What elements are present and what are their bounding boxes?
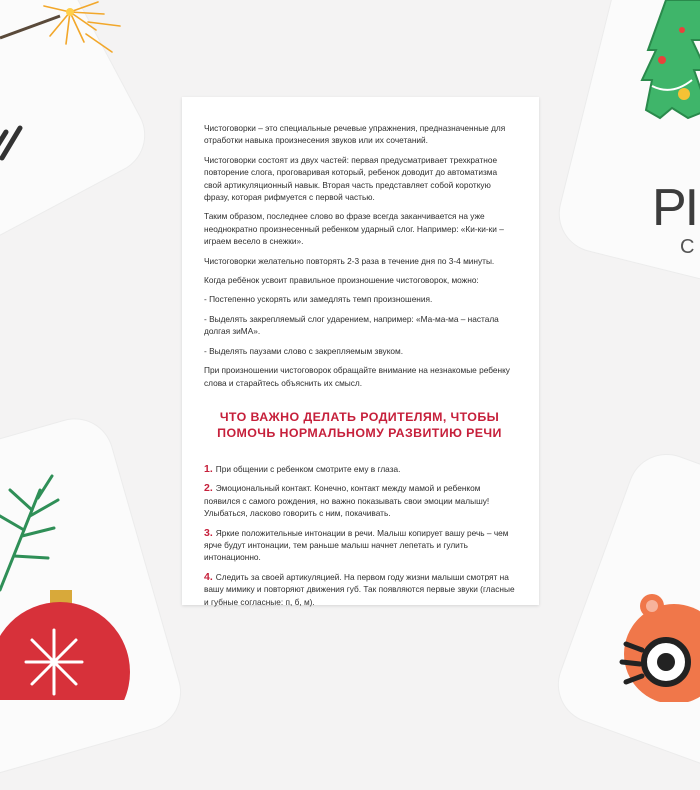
tip-number: 2. bbox=[204, 482, 213, 495]
christmas-tree-icon bbox=[632, 0, 700, 150]
instruction-sheet bbox=[182, 97, 539, 605]
christmas-ball-icon bbox=[0, 590, 130, 700]
intro-bullet-pauses: - Выделять паузами слово с закрепляемым звуком. bbox=[204, 345, 404, 356]
tiger-character-icon bbox=[612, 592, 700, 702]
background-card-small-letter: C bbox=[680, 236, 695, 258]
tip-text: Следить за своей артикуляцией. На первом году жизни малыши смотрят на вашу мимику и повторяют движения губ. Так появляются первые звуки (гласные и губные согласные: п, б, м). bbox=[204, 571, 515, 607]
tip-item-1 bbox=[204, 463, 515, 475]
intro-paragraph-structure: Чистоговорки состоят из двух частей: первая предусматривает трехкратное повторение слога, проговаривая который, ребенок доводит до автоматизма свой артикуляционный навык. Вторая часть представляет собой короткую фразу, которая рифмуется с первой частью. bbox=[204, 154, 498, 203]
tip-number: 1. bbox=[204, 462, 213, 475]
background-card-letters: PI bbox=[652, 179, 698, 237]
intro-bullet-stress: - Выделять закрепляемый слог ударением, например: «Ма-ма-ма – настала долгая зиМА». bbox=[204, 313, 499, 337]
heading-line-2: ПОМОЧЬ НОРМАЛЬНОМУ РАЗВИТИЮ РЕЧИ bbox=[217, 425, 502, 440]
heading-line-1: ЧТО ВАЖНО ДЕЛАТЬ РОДИТЕЛЯМ, ЧТОБЫ bbox=[219, 409, 500, 424]
intro-paragraph-definition: Чистоговорки – это специальные речевые упражнения, предназначенные для отработки навыка произнесения звуков или их сочетаний. bbox=[204, 123, 506, 146]
tip-number: 4. bbox=[204, 570, 213, 583]
sparkler-icon bbox=[0, 0, 150, 80]
tip-text: При общении с ребенком смотрите ему в глаза. bbox=[215, 463, 401, 474]
tip-text: Эмоциональный контакт. Конечно, контакт между мамой и ребенком появился с самого рождения, но важно показывать свои эмоции малышу! Улыбаться, ласково говорить с ним, покачивать. bbox=[204, 483, 490, 519]
tip-text: Яркие положительные интонации в речи. Малыш копирует вашу речь – чем ярче будут интонации, тем раньше малыш начнет лепетать и гулить интонационно. bbox=[204, 527, 509, 563]
tip-item-3 bbox=[204, 527, 515, 564]
tip-item-2 bbox=[204, 482, 515, 519]
intro-paragraph-unfamiliar-words: При произношении чистоговорок обращайте внимание на незнакомые ребенку слова и старайтесь объяснить их смысл. bbox=[204, 365, 510, 388]
intro-paragraph-frequency: Чистоговорки желательно повторять 2-3 раза в течение дня по 3-4 минуты. bbox=[204, 255, 495, 266]
decorative-mark-icon bbox=[0, 118, 30, 168]
intro-paragraph-when-learned: Когда ребёнок усвоит правильное произношение чистоговорок, можно: bbox=[204, 275, 479, 286]
tip-item-4 bbox=[204, 571, 515, 608]
tip-number: 3. bbox=[204, 526, 213, 539]
parents-tips-heading bbox=[204, 409, 515, 441]
intro-bullet-tempo: - Постепенно ускорять или замедлять темп произношения. bbox=[204, 294, 433, 305]
intro-paragraph-example: Таким образом, последнее слово во фразе всегда заканчивается на уже неоднократно произнесенный ребенком ударный слог. Например: «Ки-ки-ки – играем весело в снежки». bbox=[204, 211, 504, 247]
